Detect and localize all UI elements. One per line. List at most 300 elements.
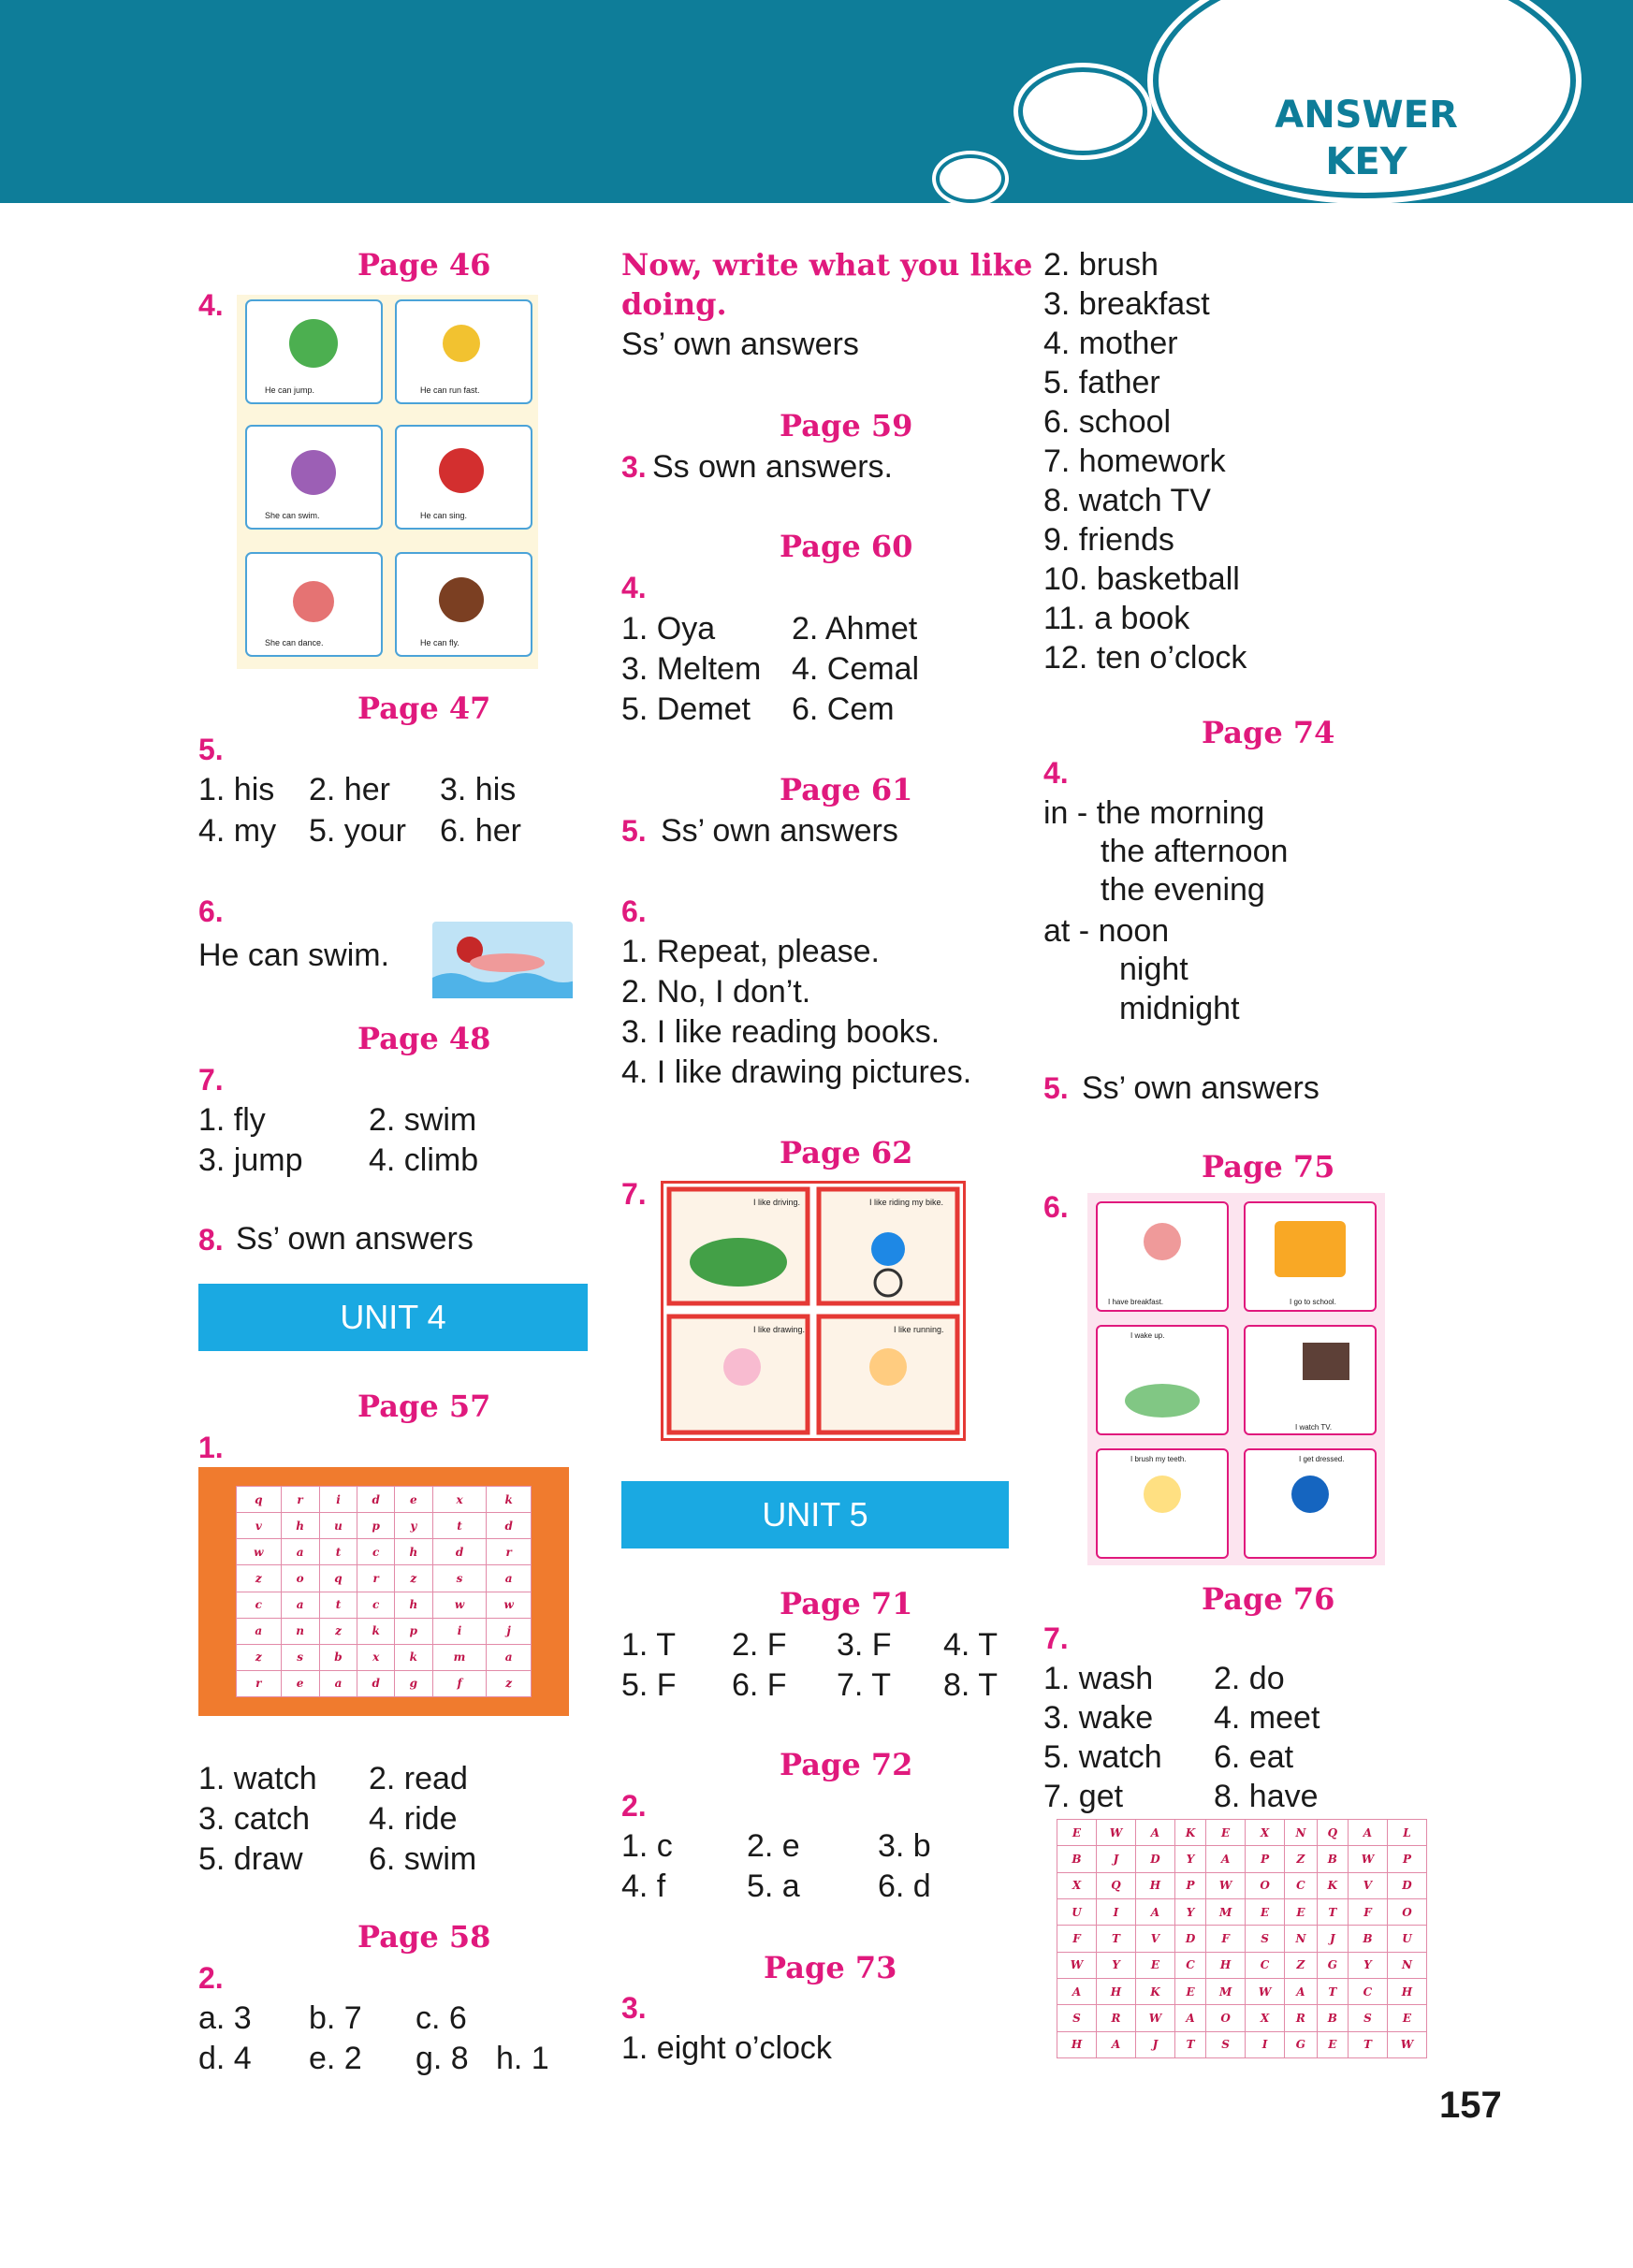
- question-number: 5.: [198, 733, 224, 766]
- grid-cell: C: [1348, 1978, 1387, 2004]
- grid-cell: z: [394, 1565, 432, 1592]
- grid-cell: f: [432, 1670, 487, 1696]
- grid-cell: x: [357, 1644, 394, 1670]
- page-heading-57: Page 57: [357, 1388, 491, 1424]
- page75-illustrations: [1087, 1193, 1385, 1565]
- header-bubble-medium: [1018, 67, 1147, 155]
- grid-cell: r: [281, 1487, 319, 1513]
- list-item: 6. school: [1043, 404, 1172, 440]
- grid-cell: z: [237, 1565, 282, 1592]
- question-number: 3.: [621, 450, 647, 484]
- grid-cell: B: [1317, 2005, 1348, 2031]
- page-heading-74: Page 74: [1202, 715, 1335, 750]
- answer: 4. T: [943, 1627, 998, 1663]
- answer: Ss’ own answers: [661, 813, 898, 849]
- grid-cell: W: [1206, 1872, 1246, 1898]
- grid-cell: P: [1246, 1846, 1285, 1872]
- grid-cell: I: [1246, 2031, 1285, 2057]
- answer: a. 3: [198, 2000, 252, 2036]
- answer: 4. climb: [369, 1142, 479, 1178]
- answer: 4. my: [198, 813, 277, 849]
- answer: 3. his: [440, 772, 517, 807]
- page-heading-62: Page 62: [780, 1135, 913, 1170]
- page-heading-61: Page 61: [780, 772, 913, 807]
- question-number: 2.: [621, 1789, 647, 1823]
- grid-cell: j: [487, 1618, 532, 1644]
- grid-cell: W: [1246, 1978, 1285, 2004]
- grid-cell: E: [1387, 2005, 1426, 2031]
- grid-cell: c: [357, 1539, 394, 1565]
- answer: 2. read: [369, 1761, 468, 1796]
- grid-cell: E: [1285, 1898, 1318, 1925]
- grid-cell: B: [1317, 1846, 1348, 1872]
- grid-cell: Y: [1174, 1846, 1205, 1872]
- grid-cell: k: [487, 1487, 532, 1513]
- grid-cell: Y: [1096, 1952, 1135, 1978]
- answer: 4. ride: [369, 1801, 458, 1837]
- answer: 5. a: [747, 1868, 800, 1904]
- answer: in - the morning: [1043, 795, 1265, 831]
- grid-cell: N: [1285, 1926, 1318, 1952]
- page-heading-76: Page 76: [1202, 1581, 1335, 1617]
- grid-cell: T: [1096, 1926, 1135, 1952]
- answer: 3. I like reading books.: [621, 1014, 940, 1050]
- caption: I watch TV.: [1295, 1423, 1333, 1432]
- caption: I get dressed.: [1299, 1455, 1345, 1463]
- answer: 3. catch: [198, 1801, 311, 1837]
- grid-cell: G: [1317, 1952, 1348, 1978]
- grid-cell: S: [1206, 2031, 1246, 2057]
- grid-cell: d: [357, 1487, 394, 1513]
- grid-cell: S: [1348, 2005, 1387, 2031]
- grid-cell: n: [281, 1618, 319, 1644]
- grid-cell: z: [319, 1618, 357, 1644]
- answer: 4. meet: [1214, 1700, 1320, 1736]
- page-heading-75: Page 75: [1202, 1149, 1335, 1185]
- page75-picture-grid: [1087, 1193, 1385, 1565]
- grid-row: [237, 1644, 532, 1670]
- grid-cell: D: [1174, 1926, 1205, 1952]
- unit-4-banner: UNIT 4: [198, 1284, 588, 1351]
- grid-cell: b: [319, 1644, 357, 1670]
- question-number: 3.: [621, 1991, 647, 2025]
- grid-cell: M: [1206, 1978, 1246, 2004]
- grid-cell: c: [357, 1592, 394, 1618]
- grid-row: [237, 1618, 532, 1644]
- answer: 4. Cemal: [792, 651, 920, 687]
- answer: 6. F: [732, 1667, 787, 1703]
- grid-cell: O: [1246, 1872, 1285, 1898]
- write-heading-line-2: doing.: [621, 286, 727, 322]
- swimmer-illustration: [432, 922, 573, 998]
- page62-picture-grid: [661, 1181, 966, 1441]
- answer: 8. have: [1214, 1779, 1319, 1814]
- question-number: 7.: [198, 1063, 224, 1097]
- answer: 1. watch: [198, 1761, 317, 1796]
- grid-cell: D: [1135, 1846, 1174, 1872]
- grid-row: [237, 1487, 532, 1513]
- grid-cell: d: [357, 1670, 394, 1696]
- grid-cell: X: [1057, 1872, 1097, 1898]
- grid-cell: a: [237, 1618, 282, 1644]
- answer: at - noon: [1043, 913, 1170, 949]
- grid-row: [1057, 1978, 1427, 2004]
- grid-cell: J: [1317, 1926, 1348, 1952]
- grid-cell: A: [1096, 2031, 1135, 2057]
- answer: 1. his: [198, 772, 275, 807]
- page46-illustrations: [237, 295, 538, 669]
- question-number: 8.: [198, 1223, 224, 1257]
- grid-cell: E: [1057, 1820, 1097, 1846]
- grid-cell: A: [1206, 1846, 1246, 1872]
- grid-row: [237, 1539, 532, 1565]
- grid-cell: w: [237, 1539, 282, 1565]
- grid-row: [237, 1565, 532, 1592]
- grid-cell: X: [1246, 2005, 1285, 2031]
- grid-cell: s: [281, 1644, 319, 1670]
- page-heading-46: Page 46: [357, 247, 491, 283]
- grid-cell: N: [1285, 1820, 1318, 1846]
- grid-cell: m: [432, 1644, 487, 1670]
- grid-cell: L: [1387, 1820, 1426, 1846]
- write-heading-line-1: Now, write what you like: [621, 247, 1033, 283]
- grid-cell: W: [1057, 1952, 1097, 1978]
- answer: midnight: [1119, 991, 1240, 1026]
- grid-cell: F: [1348, 1898, 1387, 1925]
- caption: He can run fast.: [420, 385, 480, 395]
- caption: She can swim.: [265, 511, 320, 520]
- answer: night: [1119, 952, 1188, 987]
- question-number: 6.: [198, 894, 224, 928]
- grid-cell: T: [1348, 2031, 1387, 2057]
- grid-cell: r: [487, 1539, 532, 1565]
- grid-cell: p: [357, 1513, 394, 1539]
- list-item: 12. ten o’clock: [1043, 640, 1247, 676]
- grid-cell: O: [1387, 1898, 1426, 1925]
- grid-cell: G: [1285, 2031, 1318, 2057]
- grid-cell: h: [281, 1513, 319, 1539]
- grid-cell: q: [319, 1565, 357, 1592]
- grid-cell: U: [1387, 1926, 1426, 1952]
- grid-cell: A: [1174, 2005, 1205, 2031]
- question-number: 5.: [1043, 1071, 1069, 1105]
- grid-cell: x: [432, 1487, 487, 1513]
- swimmer-picture: [432, 922, 573, 998]
- list-item: 3. breakfast: [1043, 286, 1210, 322]
- grid-row: [1057, 1898, 1427, 1925]
- caption: He can fly.: [420, 638, 459, 647]
- grid-cell: a: [487, 1565, 532, 1592]
- page57-wordsearch: [198, 1467, 569, 1716]
- grid-cell: O: [1206, 2005, 1246, 2031]
- list-item: 7. homework: [1043, 443, 1226, 479]
- grid-cell: a: [281, 1539, 319, 1565]
- grid-cell: k: [357, 1618, 394, 1644]
- grid-cell: B: [1057, 1846, 1097, 1872]
- answer: 3. Meltem: [621, 651, 762, 687]
- grid-cell: h: [394, 1539, 432, 1565]
- grid-cell: d: [487, 1513, 532, 1539]
- grid-cell: a: [487, 1644, 532, 1670]
- page-number: 157: [1439, 2085, 1502, 2126]
- grid-cell: T: [1317, 1898, 1348, 1925]
- caption: He can jump.: [265, 385, 315, 395]
- answer: 5. draw: [198, 1841, 303, 1877]
- answer: 7. T: [837, 1667, 891, 1703]
- grid-cell: N: [1387, 1952, 1426, 1978]
- grid-row: [237, 1513, 532, 1539]
- grid-cell: c: [237, 1592, 282, 1618]
- grid-row: [1057, 2005, 1427, 2031]
- answer: 3. jump: [198, 1142, 303, 1178]
- grid-cell: U: [1057, 1898, 1097, 1925]
- answer: 1. c: [621, 1828, 673, 1864]
- answer: He can swim.: [198, 938, 390, 973]
- answer: 2. her: [309, 772, 390, 807]
- grid-cell: H: [1057, 2031, 1097, 2057]
- grid-cell: A: [1135, 1820, 1174, 1846]
- list-item: 8. watch TV: [1043, 483, 1211, 518]
- grid-cell: Q: [1317, 1820, 1348, 1846]
- unit-5-banner: UNIT 5: [621, 1481, 1009, 1548]
- answer: 5. F: [621, 1667, 677, 1703]
- grid-cell: P: [1174, 1872, 1205, 1898]
- page-heading-58: Page 58: [357, 1919, 491, 1955]
- answer: 6. swim: [369, 1841, 477, 1877]
- grid-cell: V: [1348, 1872, 1387, 1898]
- grid-cell: V: [1135, 1926, 1174, 1952]
- page76-wordsearch-grid: [1057, 1819, 1427, 2058]
- question-number: 1.: [198, 1431, 224, 1464]
- caption: She can dance.: [265, 638, 324, 647]
- answer: 2. swim: [369, 1102, 477, 1138]
- list-item: 11. a book: [1043, 601, 1190, 636]
- grid-cell: R: [1285, 2005, 1318, 2031]
- grid-row: [237, 1670, 532, 1696]
- caption: He can sing.: [420, 511, 468, 520]
- answer: 4. f: [621, 1868, 666, 1904]
- grid-cell: P: [1387, 1846, 1426, 1872]
- question-number: 6.: [1043, 1190, 1069, 1224]
- grid-row: [1057, 1872, 1427, 1898]
- grid-cell: H: [1387, 1978, 1426, 2004]
- caption: I have breakfast.: [1108, 1298, 1164, 1306]
- answer: Ss own answers.: [652, 449, 893, 485]
- grid-cell: T: [1317, 1978, 1348, 2004]
- grid-cell: K: [1174, 1820, 1205, 1846]
- grid-cell: X: [1246, 1820, 1285, 1846]
- grid-cell: u: [319, 1513, 357, 1539]
- grid-cell: d: [432, 1539, 487, 1565]
- grid-cell: s: [432, 1565, 487, 1592]
- grid-cell: W: [1387, 2031, 1426, 2057]
- grid-cell: i: [319, 1487, 357, 1513]
- grid-cell: E: [1135, 1952, 1174, 1978]
- grid-cell: R: [1096, 2005, 1135, 2031]
- grid-cell: D: [1387, 1872, 1426, 1898]
- grid-cell: C: [1174, 1952, 1205, 1978]
- question-number: 7.: [1043, 1621, 1069, 1655]
- grid-cell: I: [1096, 1898, 1135, 1925]
- grid-cell: W: [1096, 1820, 1135, 1846]
- grid-cell: J: [1135, 2031, 1174, 2057]
- title-line-2: KEY: [1325, 140, 1407, 183]
- grid-cell: r: [237, 1670, 282, 1696]
- grid-cell: a: [281, 1592, 319, 1618]
- grid-cell: w: [487, 1592, 532, 1618]
- grid-cell: C: [1285, 1872, 1318, 1898]
- grid-row: [1057, 1952, 1427, 1978]
- list-item: 10. basketball: [1043, 561, 1240, 597]
- answer: 3. wake: [1043, 1700, 1154, 1736]
- grid-cell: W: [1135, 2005, 1174, 2031]
- grid-cell: F: [1057, 1926, 1097, 1952]
- answer: 1. Oya: [621, 611, 716, 647]
- grid-cell: h: [394, 1592, 432, 1618]
- grid-row: [237, 1592, 532, 1618]
- grid-cell: t: [432, 1513, 487, 1539]
- answer: 3. F: [837, 1627, 892, 1663]
- answer: 3. b: [878, 1828, 931, 1864]
- grid-cell: S: [1057, 2005, 1097, 2031]
- caption: I go to school.: [1290, 1298, 1336, 1306]
- question-number: 4.: [1043, 756, 1069, 790]
- grid-cell: A: [1285, 1978, 1318, 2004]
- answer: 2. No, I don’t.: [621, 974, 811, 1010]
- grid-cell: Y: [1348, 1952, 1387, 1978]
- grid-cell: M: [1206, 1898, 1246, 1925]
- list-item: 4. mother: [1043, 326, 1178, 361]
- answer: 1. Repeat, please.: [621, 934, 880, 969]
- grid-cell: k: [394, 1644, 432, 1670]
- grid-cell: J: [1096, 1846, 1135, 1872]
- title-line-1: ANSWER: [1275, 94, 1458, 137]
- answer: 5. Demet: [621, 691, 751, 727]
- page-heading-60: Page 60: [780, 529, 913, 564]
- grid-cell: E: [1246, 1898, 1285, 1925]
- grid-cell: z: [237, 1644, 282, 1670]
- answer: Ss’ own answers: [621, 327, 859, 362]
- question-number: 4.: [621, 571, 647, 604]
- answer: 2. Ahmet: [792, 611, 918, 647]
- grid-cell: H: [1206, 1952, 1246, 1978]
- grid-cell: t: [319, 1592, 357, 1618]
- answer: the afternoon: [1101, 834, 1289, 869]
- answer: d. 4: [198, 2041, 252, 2076]
- grid-cell: T: [1174, 2031, 1205, 2057]
- answer: 6. d: [878, 1868, 931, 1904]
- list-item: 9. friends: [1043, 522, 1174, 558]
- grid-cell: i: [432, 1618, 487, 1644]
- grid-cell: e: [281, 1670, 319, 1696]
- page62-illustrations: [663, 1184, 963, 1438]
- grid-row: [1057, 2031, 1427, 2057]
- grid-cell: o: [281, 1565, 319, 1592]
- grid-cell: W: [1348, 1846, 1387, 1872]
- page-heading-71: Page 71: [780, 1586, 913, 1621]
- page-heading-72: Page 72: [780, 1747, 913, 1782]
- caption: I wake up.: [1130, 1331, 1165, 1340]
- caption: I like riding my bike.: [869, 1198, 944, 1207]
- answer: Ss’ own answers: [1082, 1070, 1320, 1106]
- answer: c. 6: [416, 2000, 467, 2036]
- answer: e. 2: [309, 2041, 362, 2076]
- answer: 1. fly: [198, 1102, 266, 1138]
- answer: 6. her: [440, 813, 521, 849]
- answer-key-title: [1245, 92, 1488, 185]
- question-number: 6.: [621, 894, 647, 928]
- grid-cell: A: [1057, 1978, 1097, 2004]
- answer: 1. wash: [1043, 1661, 1154, 1696]
- caption: I like drawing.: [753, 1325, 806, 1334]
- grid-cell: A: [1135, 1898, 1174, 1925]
- answer: 8. T: [943, 1667, 998, 1703]
- grid-cell: H: [1135, 1872, 1174, 1898]
- answer: 2. do: [1214, 1661, 1285, 1696]
- grid-cell: C: [1246, 1952, 1285, 1978]
- caption: I like driving.: [753, 1198, 801, 1207]
- grid-cell: q: [237, 1487, 282, 1513]
- grid-cell: a: [319, 1670, 357, 1696]
- answer: 2. e: [747, 1828, 800, 1864]
- answer: g. 8: [416, 2041, 469, 2076]
- grid-row: [1057, 1820, 1427, 1846]
- answer: 5. watch: [1043, 1739, 1162, 1775]
- grid-cell: z: [487, 1670, 532, 1696]
- answer: 5. your: [309, 813, 406, 849]
- grid-cell: t: [319, 1539, 357, 1565]
- grid-cell: y: [394, 1513, 432, 1539]
- list-item: 5. father: [1043, 365, 1160, 400]
- page-heading-48: Page 48: [357, 1021, 491, 1056]
- grid-cell: H: [1096, 1978, 1135, 2004]
- page-heading-47: Page 47: [357, 691, 491, 726]
- grid-cell: Z: [1285, 1952, 1318, 1978]
- grid-cell: v: [237, 1513, 282, 1539]
- answer: Ss’ own answers: [236, 1221, 474, 1257]
- grid-cell: A: [1348, 1820, 1387, 1846]
- header-bubble-small: [936, 154, 1005, 203]
- answer: h. 1: [496, 2041, 549, 2076]
- grid-cell: r: [357, 1565, 394, 1592]
- grid-cell: E: [1174, 1978, 1205, 2004]
- answer: 6. Cem: [792, 691, 895, 727]
- answer: the evening: [1101, 872, 1265, 908]
- grid-cell: Q: [1096, 1872, 1135, 1898]
- answer: 1. eight o’clock: [621, 2030, 832, 2066]
- grid-cell: g: [394, 1670, 432, 1696]
- grid-cell: F: [1206, 1926, 1246, 1952]
- question-number: 7.: [621, 1177, 647, 1211]
- answer: 1. T: [621, 1627, 676, 1663]
- answer: 2. F: [732, 1627, 787, 1663]
- caption: I brush my teeth.: [1130, 1455, 1187, 1463]
- grid-row: [1057, 1846, 1427, 1872]
- page-heading-59: Page 59: [780, 408, 913, 443]
- caption: I like running.: [894, 1325, 944, 1334]
- grid-cell: Z: [1285, 1846, 1318, 1872]
- question-number: 4.: [198, 288, 224, 322]
- grid-cell: E: [1317, 2031, 1348, 2057]
- answer: 7. get: [1043, 1779, 1124, 1814]
- question-number: 5.: [621, 814, 647, 848]
- grid-cell: B: [1348, 1926, 1387, 1952]
- answer: 6. eat: [1214, 1739, 1294, 1775]
- list-item: 2. brush: [1043, 247, 1159, 283]
- grid-row: [1057, 1926, 1427, 1952]
- page46-picture-grid: [237, 295, 538, 669]
- grid-cell: K: [1317, 1872, 1348, 1898]
